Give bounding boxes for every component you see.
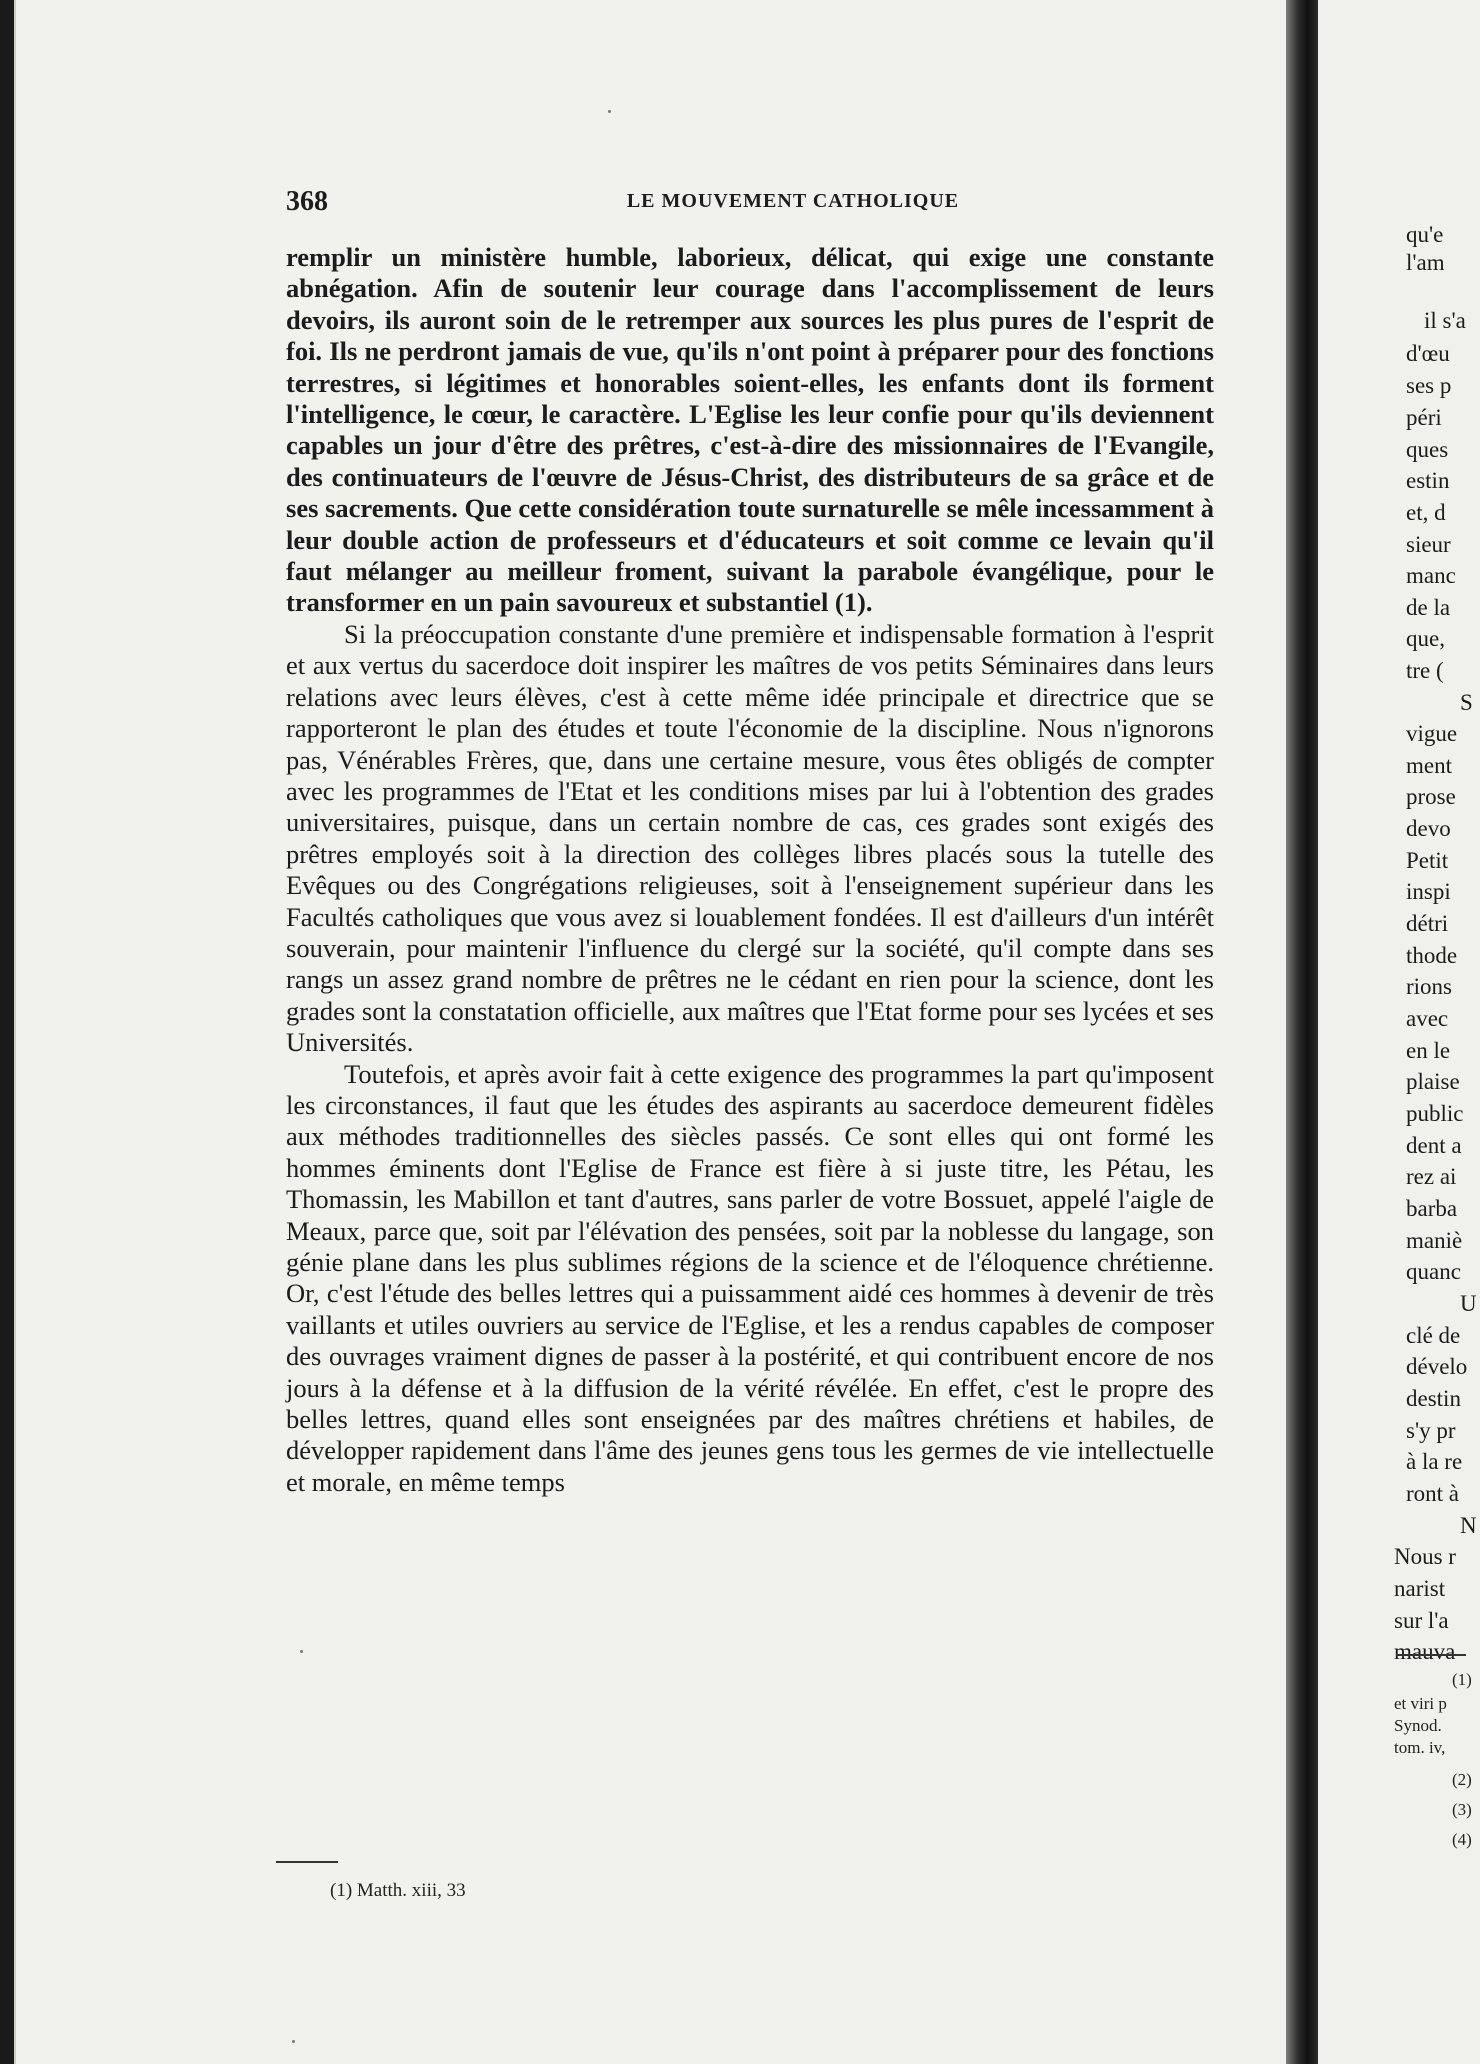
right-page-line: en le [1406, 1038, 1451, 1063]
right-page-line: tre ( [1406, 658, 1444, 683]
right-page-line: dévelo [1406, 1354, 1468, 1379]
right-page-line: inspi [1406, 879, 1451, 904]
right-page-footnote: (4) [1452, 1830, 1472, 1849]
right-page-footnote-rule [1396, 1654, 1466, 1656]
right-page-line: destin [1406, 1386, 1461, 1411]
right-page-line: mauva [1394, 1639, 1456, 1664]
right-page-line: s'y pr [1406, 1418, 1456, 1443]
right-page-line: d'œu [1406, 341, 1450, 366]
right-page-line: plaise [1406, 1069, 1460, 1094]
right-page-line: rions [1406, 974, 1452, 999]
right-page-footnote: tom. iv, [1394, 1738, 1446, 1757]
footnote-rule [276, 1861, 338, 1863]
right-page-line: l'am [1406, 250, 1445, 275]
right-page-line: maniè [1406, 1228, 1463, 1253]
paragraph-1: remplir un ministère humble, laborieux, délicat, qui exige une constante abnégation. Afin de soutenir leur courage dans l'accomplissement de leurs devoirs, ils auront soin de le retremper aux sources les plus pures de l'esprit de foi. Ils ne perdront jamais de vue, qu'ils n'ont point à préparer pour des fonctions terrestres, si légitimes et honorables soient-elles, les enfants dont ils forment l'intelligence, le cœur, le caractère. L'Eglise les leur confie pour qu'ils deviennent capables un jour d'être des prêtres, c'est-à-dire des missionnaires de l'Evangile, des continuateurs de l'œuvre de Jésus-Christ, des distributeurs de sa grâce et de ses sacrements. Que cette considération toute surnaturelle se mêle incessamment à leur double action de professeurs et d'éducateurs et soit comme ce levain qu'il faut mélanger au meilleur froment, suivant la parabole évangélique, pour le transformer en un pain savoureux et substantiel (1). [286, 242, 1214, 618]
right-page-line: devo [1406, 816, 1451, 841]
body-text [286, 242, 1214, 1498]
right-page-line: ront à [1406, 1481, 1460, 1506]
right-page-line: estin [1406, 468, 1450, 493]
right-page-line: que, [1406, 626, 1445, 651]
page-number: 368 [286, 186, 328, 217]
footnote: (1) Matth. xiii, 33 [330, 1880, 466, 1901]
right-page-line: détri [1406, 911, 1449, 936]
right-page-line: clé de [1406, 1323, 1461, 1348]
right-page-line: U [1460, 1291, 1477, 1316]
right-page-line: sur l'a [1394, 1608, 1449, 1633]
right-page-line: sieur [1406, 532, 1451, 557]
right-page-line: il s'a [1424, 308, 1466, 333]
right-page-line: qu'e [1406, 222, 1444, 247]
right-page-line: vigue [1406, 721, 1458, 746]
right-page-line: Nous r [1394, 1544, 1456, 1569]
right-page-footnote: (1) [1452, 1670, 1472, 1689]
paragraph-2: Si la préoccupation constante d'une première et indispensable formation à l'esprit et aux vertus du sacerdoce doit inspirer les maîtres de vos petits Séminaires dans leurs relations avec leurs élèves, c'est à cette même idée principale et directrice que se rapporteront le plan des études et toute l'économie de la discipline. Nous n'ignorons pas, Vénérables Frères, que, dans une certaine mesure, vous êtes obligés de compter avec les programmes de l'Etat et les conditions mises par lui à l'obtention des grades universitaires, puisque, dans un certain nombre de cas, ces grades sont exigés des prêtres employés soit à la direction des collèges libres placés sous la tutelle des Evêques ou des Congrégations religieuses, soit à l'enseignement supérieur dans les Facultés catholiques que vous avez si louablement fondées. Il est d'ailleurs d'un intérêt souverain, pour maintenir l'influence du clergé sur la société, qu'il compte dans ses rangs un assez grand nombre de prêtres ne le cédant en rien pour la science, dont les grades sont la constatation officielle, aux maîtres que l'Etat forme pour ses lycées et ses Universités. [286, 618, 1214, 1058]
right-page-line: à la re [1406, 1449, 1463, 1474]
right-page-line: quanc [1406, 1259, 1461, 1284]
scan-speck [608, 110, 611, 113]
right-page-line: public [1406, 1101, 1464, 1126]
paragraph-3: Toutefois, et après avoir fait à cette exigence des programmes la part qu'imposent les circonstances, il faut que les études des aspirants au sacerdoce demeurent fidèles aux méthodes traditionnelles des siècles passés. Ce sont elles qui ont formé les hommes éminents dont l'Eglise de France est fière à si juste titre, les Pétau, les Thomassin, les Mabillon et tant d'autres, sans parler de votre Bossuet, appelé l'aigle de Meaux, parce que, soit par l'élévation des pensées, soit par la noblesse du langage, son génie plane dans les plus sublimes régions de la science et de l'éloquence chrétienne. Or, c'est l'étude des belles lettres qui a puissamment aidé ces hommes à devenir de très vaillants et utiles ouvriers au service de l'Eglise, et les a rendus capables de composer des ouvrages vraiment dignes de passer à la postérité, et qui contribuent encore de nos jours à la défense et à la diffusion de la vérité révélée. En effet, c'est le propre des belles lettres, quand elles sont enseignées par des maîtres chrétiens et habiles, de développer rapidement dans l'âme des jeunes gens tous les germes de vie intellectuelle et morale, en même temps [286, 1058, 1214, 1497]
right-page-line: N [1460, 1513, 1477, 1538]
running-head: LE MOUVEMENT CATHOLIQUE [626, 190, 960, 212]
scan-speck [300, 1650, 303, 1653]
right-page-line: ses p [1406, 373, 1452, 398]
right-page-line: ques [1406, 437, 1449, 462]
right-page-line: S [1460, 690, 1473, 715]
right-page-line: rez ai [1406, 1164, 1457, 1189]
right-page-footnote: et viri p [1394, 1694, 1447, 1713]
right-page-line: de la [1406, 595, 1451, 620]
right-page-line: Petit [1406, 848, 1449, 873]
right-page-footnote: (3) [1452, 1800, 1472, 1819]
page-header [286, 186, 1214, 216]
right-page-line: narist [1394, 1576, 1446, 1601]
right-page-line: thode [1406, 943, 1458, 968]
right-page-footnote: (2) [1452, 1770, 1472, 1789]
right-page-footnote: Synod. [1394, 1716, 1442, 1735]
scan-speck [292, 2040, 295, 2043]
right-page-line: avec [1406, 1006, 1449, 1031]
right-page-line: barba [1406, 1196, 1458, 1221]
right-page-line: péri [1406, 405, 1442, 430]
right-page-line: et, d [1406, 500, 1446, 525]
right-page-line: dent a [1406, 1133, 1462, 1158]
right-page-line: manc [1406, 563, 1456, 588]
book-gutter [1286, 0, 1322, 2064]
right-page-line: ment [1406, 753, 1452, 778]
right-page-line: prose [1406, 784, 1456, 809]
